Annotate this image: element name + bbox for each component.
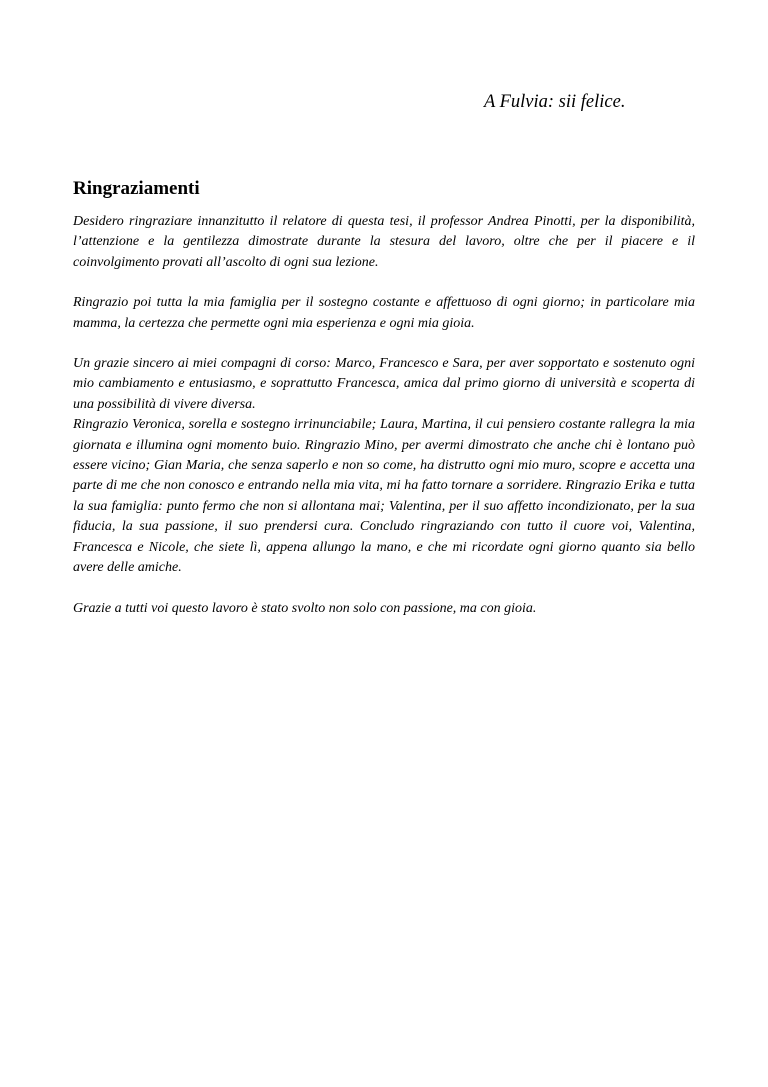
dedication: A Fulvia: sii felice. [484,92,626,112]
paragraph-classmates: Un grazie sincero ai miei compagni di corso: Marco, Francesco e Sara, per aver sopportato e sostenuto ogni mio cambiamento e entusiasmo, e soprattutto Francesca, amica dal primo giorno di università e scoperta di una possibilità di vivere diversa. [73,356,695,412]
page-title: Ringraziamenti [73,178,200,199]
acknowledgements-body [73,212,695,619]
paragraph-closing: Grazie a tutti voi questo lavoro è stato svolto non solo con passione, ma con gioia. [73,600,537,616]
paragraph-supervisor: Desidero ringraziare innanzitutto il relatore di questa tesi, il professor Andrea Pinotti, per la disponibilità, l’attenzione e la gentilezza dimostrate durante la stesura del lavoro, oltre che per il piacere e il coinvolgimento provati all’ascolto di ogni sua lezione. [73,214,695,270]
paragraph-family: Ringrazio poi tutta la mia famiglia per il sostegno costante e affettuoso di ogni giorno; in particolare mia mamma, la certezza che permette ogni mia esperienza e ogni mia gioia. [73,295,695,331]
paragraph-friends: Ringrazio Veronica, sorella e sostegno irrinunciabile; Laura, Martina, il cui pensiero costante rallegra la mia giornata e illumina ogni momento buio. Ringrazio Mino, per avermi dimostrato che anche chi è lontano può essere vicino; Gian Maria, che senza saperlo e non so come, ha distrutto ogni mio muro, scopre e accetta una parte di me che non conosco e entrando nella mia vita, mi ha fatto tornare a sorridere. Ringrazio Erika e tutta la sua famiglia: punto fermo che non si allontana mai; Valentina, per il suo affetto incondizionato, per la sua fiducia, la sua passione, il suo prendersi cura. Concludo ringraziando con tutto il cuore voi, Valentina, Francesca e Nicole, che siete lì, appena allungo la mano, e che mi ricordate ogni giorno quanto sia bello avere delle amiche. [73,417,695,576]
